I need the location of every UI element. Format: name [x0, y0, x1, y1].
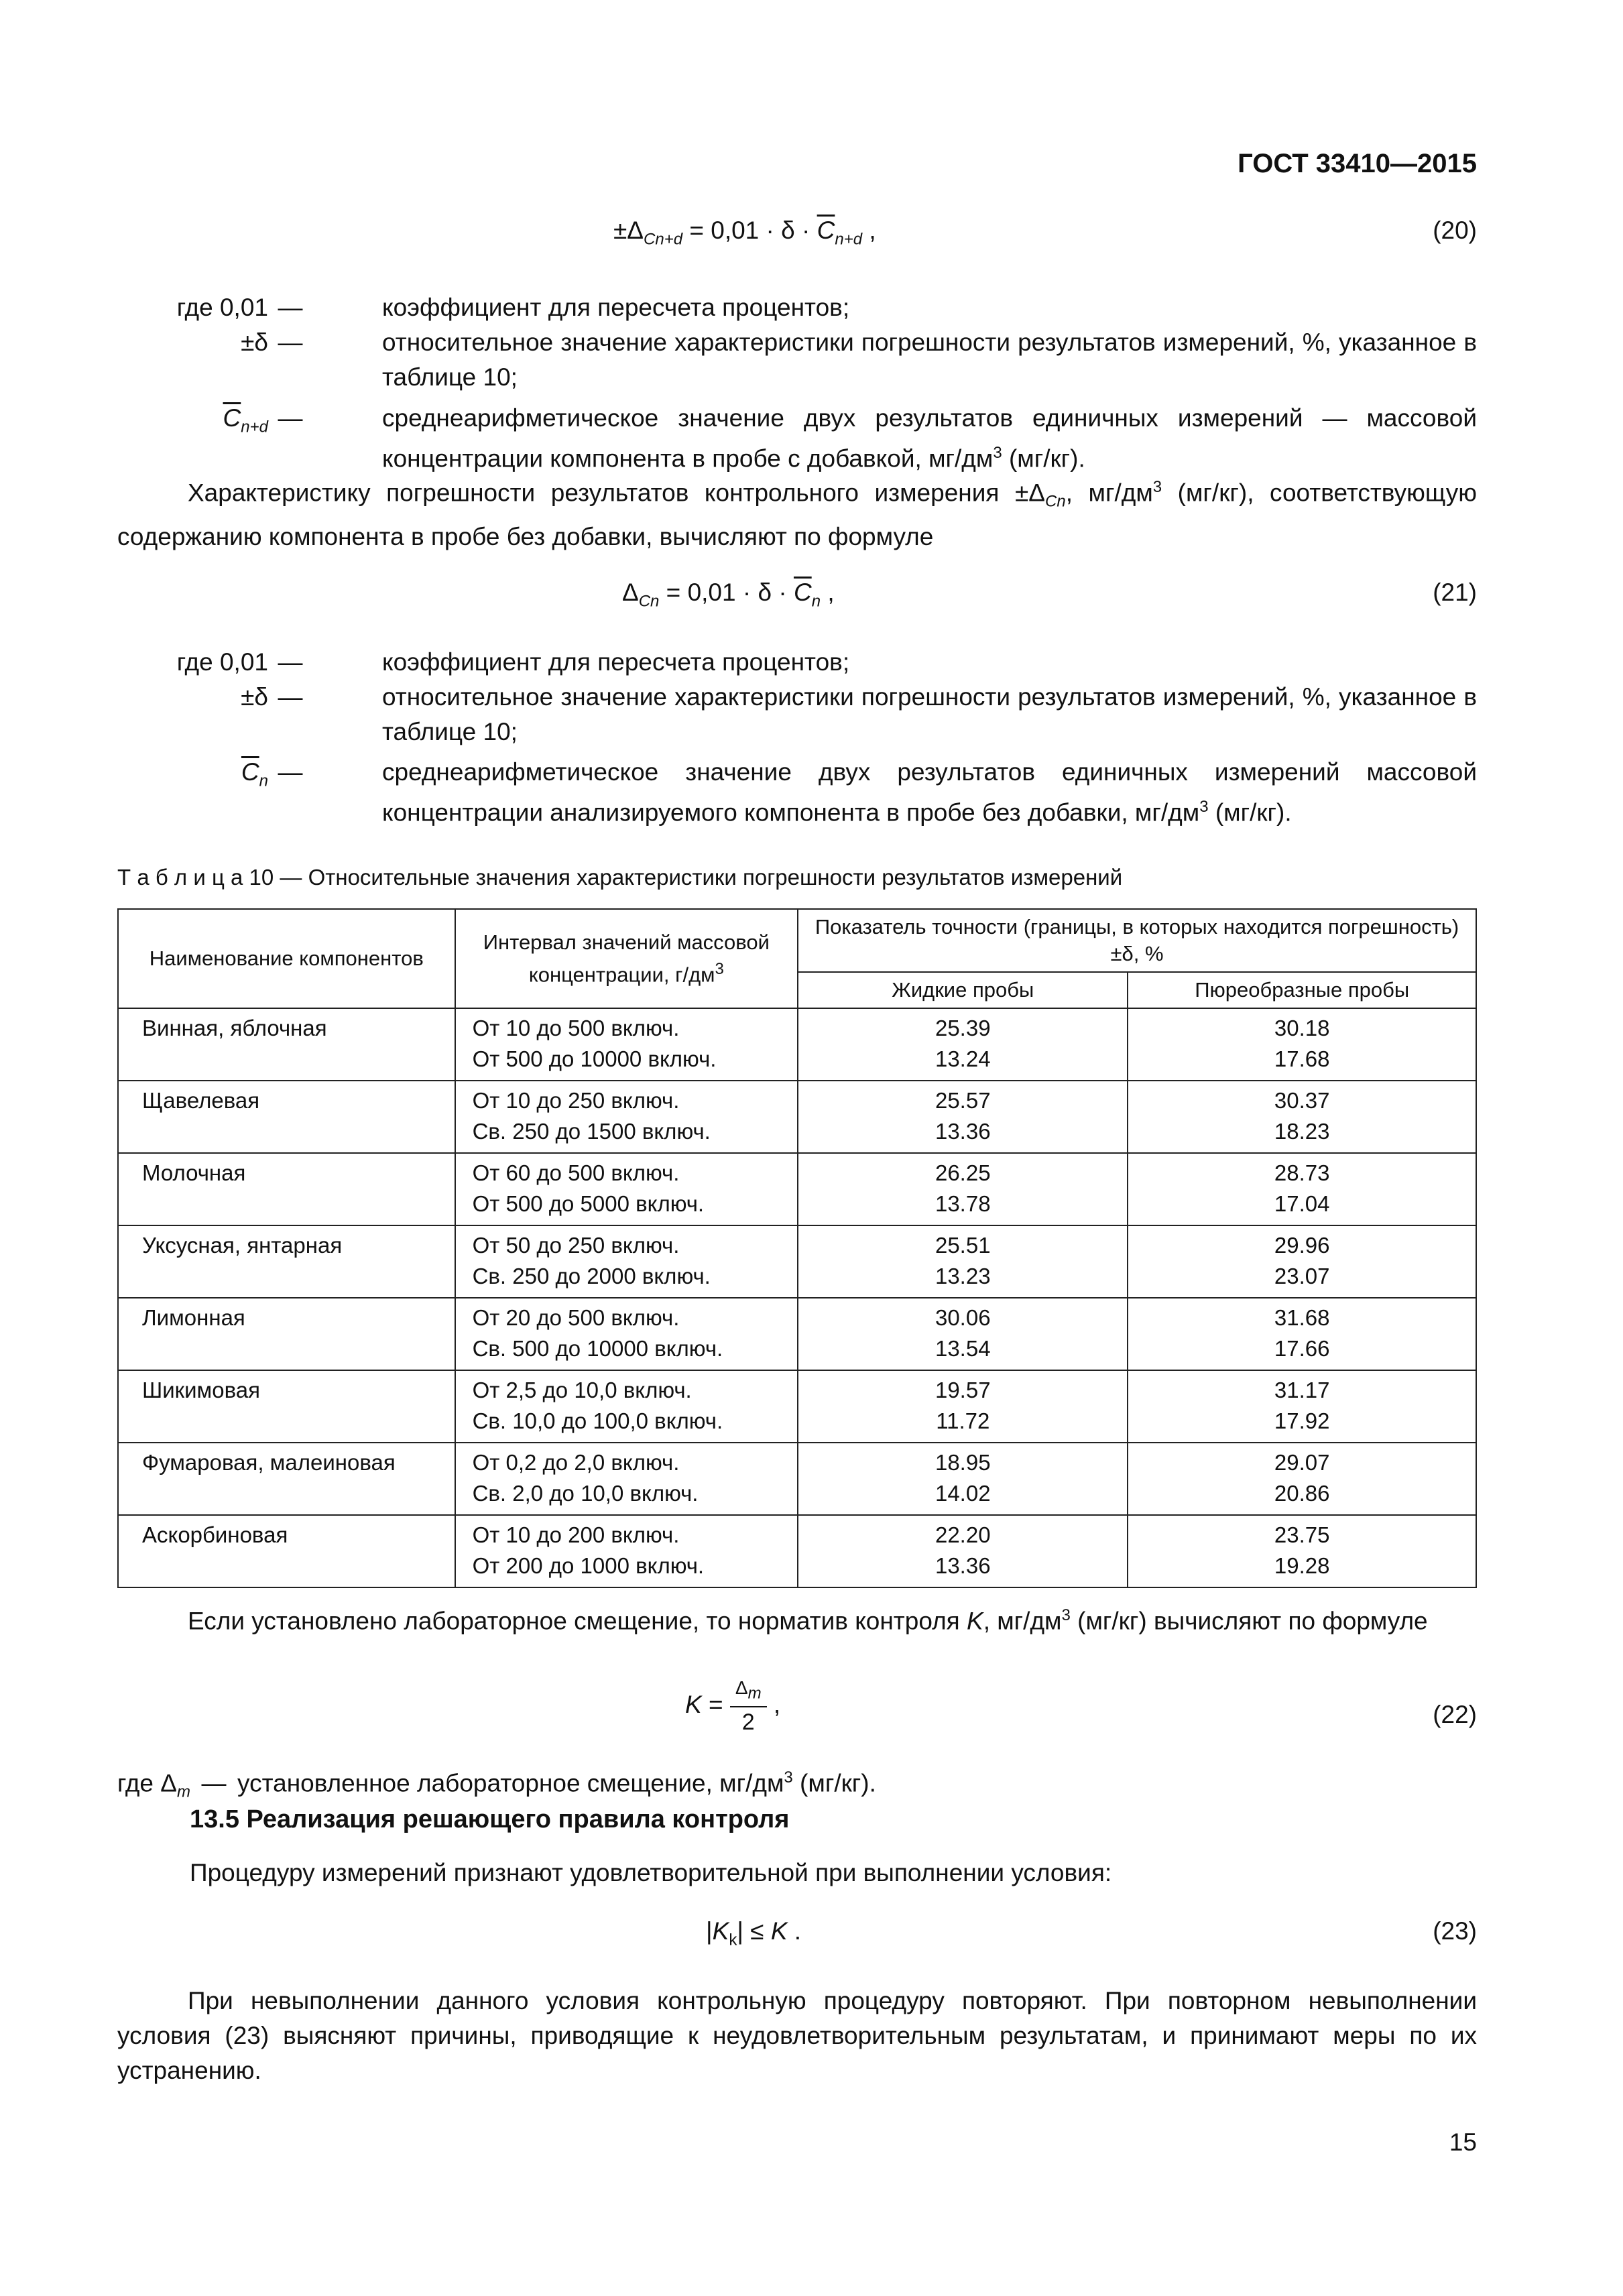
value-line: 18.95 [935, 1450, 991, 1475]
definition-coefficient-2: где 0,01 — коэффициент для пересчета процентов; [176, 648, 850, 676]
definition-mean-without-additive: $\overline{C}_n$ — среднеарифметическое значение двух результатов единичных измерений массовой концентрации анализируемого компонента в пробе без добавки, $мг/дм^3$ (мг/кг). [241, 758, 1477, 827]
cell-puree [1128, 1081, 1476, 1153]
paragraph-condition: Процедуру измерений признают удовлетворительной при выполнении условия: [190, 1859, 1112, 1886]
component-name: Щавелевая [142, 1088, 260, 1113]
cell-component [118, 1443, 455, 1515]
value-line: 25.57 [935, 1088, 991, 1113]
equation-23: $|K_k| \le K$ . [706, 1917, 802, 1949]
table-row [118, 1298, 1476, 1370]
column-header-name: Наименование компонентов [118, 909, 455, 1008]
cell-component [118, 1081, 455, 1153]
range-line: От 200 до 1000 включ. [472, 1553, 705, 1578]
range-line: От 10 до 500 включ. [472, 1016, 680, 1040]
equation-20: $\pm\Delta_{Cn+d} = 0,01 \cdot \delta \cdot \overline{C}_{n+d}$ , [613, 217, 876, 249]
cell-liquid [798, 1443, 1128, 1515]
table-row [118, 1515, 1476, 1587]
value-line: 20.86 [1274, 1481, 1330, 1506]
table-row [118, 1008, 1476, 1081]
value-line: 13.78 [935, 1191, 991, 1216]
range-line: От 60 до 500 включ. [472, 1160, 680, 1185]
range-line: От 2,5 до 10,0 включ. [472, 1378, 692, 1402]
column-header-interval: Интервал значений массовой концентрации, $г/дм^3$ [455, 909, 798, 1008]
table-row [118, 1225, 1476, 1298]
value-line: 31.68 [1274, 1305, 1330, 1330]
value-line: 30.37 [1274, 1088, 1330, 1113]
range-line: От 500 до 5000 включ. [472, 1191, 705, 1216]
cell-puree [1128, 1515, 1476, 1587]
value-line: 22.20 [935, 1522, 991, 1547]
cell-liquid [798, 1225, 1128, 1298]
value-line: 23.07 [1274, 1264, 1330, 1288]
value-line: 13.54 [935, 1336, 991, 1361]
cell-interval [455, 1153, 798, 1225]
equation-20-number: (20) [1433, 217, 1477, 244]
column-header-liquid: Жидкие пробы [798, 972, 1128, 1008]
cell-puree [1128, 1225, 1476, 1298]
component-name: Винная, яблочная [142, 1016, 327, 1040]
component-name: Лимонная [142, 1305, 245, 1330]
cell-component [118, 1225, 455, 1298]
equation-21: $\Delta_{Cn} = 0,01 \cdot \delta \cdot \overline{C}_n$ , [622, 579, 835, 611]
cell-liquid [798, 1298, 1128, 1370]
definition-coefficient: где 0,01 — коэффициент для пересчета процентов; [176, 294, 850, 321]
paragraph-error-characteristic: Характеристику погрешности результатов контрольного измерения $\pm\Delta_{Cn}$, $мг/дм^3$ (мг/кг), соответствующую содержанию компонента в пробе без добавки, вычисляют по формуле [117, 478, 1478, 550]
value-line: 26.25 [935, 1160, 991, 1185]
component-name: Молочная [142, 1160, 246, 1185]
table-row [118, 1443, 1476, 1515]
cell-puree [1128, 1298, 1476, 1370]
component-name: Аскорбиновая [142, 1522, 288, 1547]
cell-interval [455, 1298, 798, 1370]
component-name: Уксусная, янтарная [142, 1233, 343, 1258]
value-line: 13.24 [935, 1046, 991, 1071]
cell-component [118, 1515, 455, 1587]
cell-puree [1128, 1370, 1476, 1443]
table-row [118, 1153, 1476, 1225]
value-line: 17.04 [1274, 1191, 1330, 1216]
value-line: 29.07 [1274, 1450, 1330, 1475]
value-line: 25.51 [935, 1233, 991, 1258]
value-line: 25.39 [935, 1016, 991, 1040]
equation-21-number: (21) [1433, 579, 1477, 606]
value-line: 30.06 [935, 1305, 991, 1330]
cell-interval [455, 1515, 798, 1587]
fraction: $\frac{\Delta_m}{2}$ [730, 1676, 767, 1737]
range-line: От 500 до 10000 включ. [472, 1046, 717, 1071]
cell-component [118, 1008, 455, 1081]
equation-23-number: (23) [1433, 1917, 1477, 1945]
cell-interval [455, 1370, 798, 1443]
cell-puree [1128, 1443, 1476, 1515]
value-line: 28.73 [1274, 1160, 1330, 1185]
column-header-puree: Пюреобразные пробы [1128, 972, 1476, 1008]
cell-component [118, 1153, 455, 1225]
range-line: От 0,2 до 2,0 включ. [472, 1450, 680, 1475]
range-line: От 50 до 250 включ. [472, 1233, 680, 1258]
page-number: 15 [1449, 2128, 1477, 2156]
cell-liquid [798, 1081, 1128, 1153]
column-header-accuracy: Показатель точности (границы, в которых находится погрешность) ±δ, % [798, 909, 1476, 972]
range-line: Св. 250 до 1500 включ. [472, 1119, 711, 1144]
cell-interval [455, 1008, 798, 1081]
table-row [118, 1081, 1476, 1153]
value-line: 17.66 [1274, 1336, 1330, 1361]
range-line: От 10 до 200 включ. [472, 1522, 680, 1547]
value-line: 17.68 [1274, 1046, 1330, 1071]
value-line: 31.17 [1274, 1378, 1330, 1402]
cell-liquid [798, 1515, 1128, 1587]
definition-delta-2: ±δ — относительное значение характеристики погрешности результатов измерений, %, указанное в таблице 10; [241, 683, 1477, 745]
cell-puree [1128, 1008, 1476, 1081]
range-line: От 10 до 250 включ. [472, 1088, 680, 1113]
value-line: 13.36 [935, 1553, 991, 1578]
value-line: 17.92 [1274, 1408, 1330, 1433]
equation-22: K = $\frac{\Delta_m}{2}$ , [685, 1676, 780, 1737]
definition-mean-with-additive: $\overline{C}_{n+d}$ — среднеарифметическое значение двух результатов единичных измерений — массовой концентрации компонента в пробе с добавкой, $мг/дм^3$ (мг/кг). [223, 404, 1477, 473]
component-name: Фумаровая, малеиновая [142, 1450, 396, 1475]
table-row [118, 1370, 1476, 1443]
range-line: От 20 до 500 включ. [472, 1305, 680, 1330]
cell-interval [455, 1225, 798, 1298]
value-line: 11.72 [936, 1408, 990, 1433]
value-line: 14.02 [935, 1481, 991, 1506]
cell-liquid [798, 1370, 1128, 1443]
range-line: Св. 500 до 10000 включ. [472, 1336, 723, 1361]
document-id: ГОСТ 33410—2015 [1238, 149, 1477, 178]
table-10 [117, 908, 1477, 1588]
value-line: 29.96 [1274, 1233, 1330, 1258]
cell-component [118, 1370, 455, 1443]
range-line: Св. 2,0 до 10,0 включ. [472, 1481, 699, 1506]
range-line: Св. 250 до 2000 включ. [472, 1264, 711, 1288]
cell-liquid [798, 1153, 1128, 1225]
table-caption: Т а б л и ц а 10 — Относительные значения характеристики погрешности результатов измерений [117, 865, 1123, 890]
component-name: Шикимовая [142, 1378, 260, 1402]
value-line: 13.23 [935, 1264, 991, 1288]
section-heading: 13.5 Реализация решающего правила контроля [190, 1805, 790, 1833]
value-line: 23.75 [1274, 1522, 1330, 1547]
cell-liquid [798, 1008, 1128, 1081]
range-line: Св. 10,0 до 100,0 включ. [472, 1408, 723, 1433]
definition-delta: ±δ — относительное значение характеристики погрешности результатов измерений, %, указанное в таблице 10; [241, 328, 1477, 391]
paragraph-control-standard: Если установлено лабораторное смещение, то норматив контроля K, $мг/дм^3$ (мг/кг) вычисляют по формуле [188, 1606, 1428, 1635]
cell-interval [455, 1443, 798, 1515]
value-line: 18.23 [1274, 1119, 1330, 1144]
value-line: 19.57 [935, 1378, 991, 1402]
paragraph-repeat-procedure: При невыполнении данного условия контрольную процедуру повторяют. При повторном невыполнении условия (23) выясняют причины, приводящие к неудовлетворительным результатам, и принимают меры по их устранению. [117, 1987, 1477, 2084]
cell-component [118, 1298, 455, 1370]
value-line: 30.18 [1274, 1016, 1330, 1040]
value-line: 13.36 [935, 1119, 991, 1144]
cell-interval [455, 1081, 798, 1153]
equation-22-number: (22) [1433, 1701, 1477, 1728]
definition-lab-bias: где $\Delta_m$ — установленное лабораторное смещение, $мг/дм^3$ (мг/кг). [117, 1768, 876, 1801]
cell-puree [1128, 1153, 1476, 1225]
value-line: 19.28 [1274, 1553, 1330, 1578]
